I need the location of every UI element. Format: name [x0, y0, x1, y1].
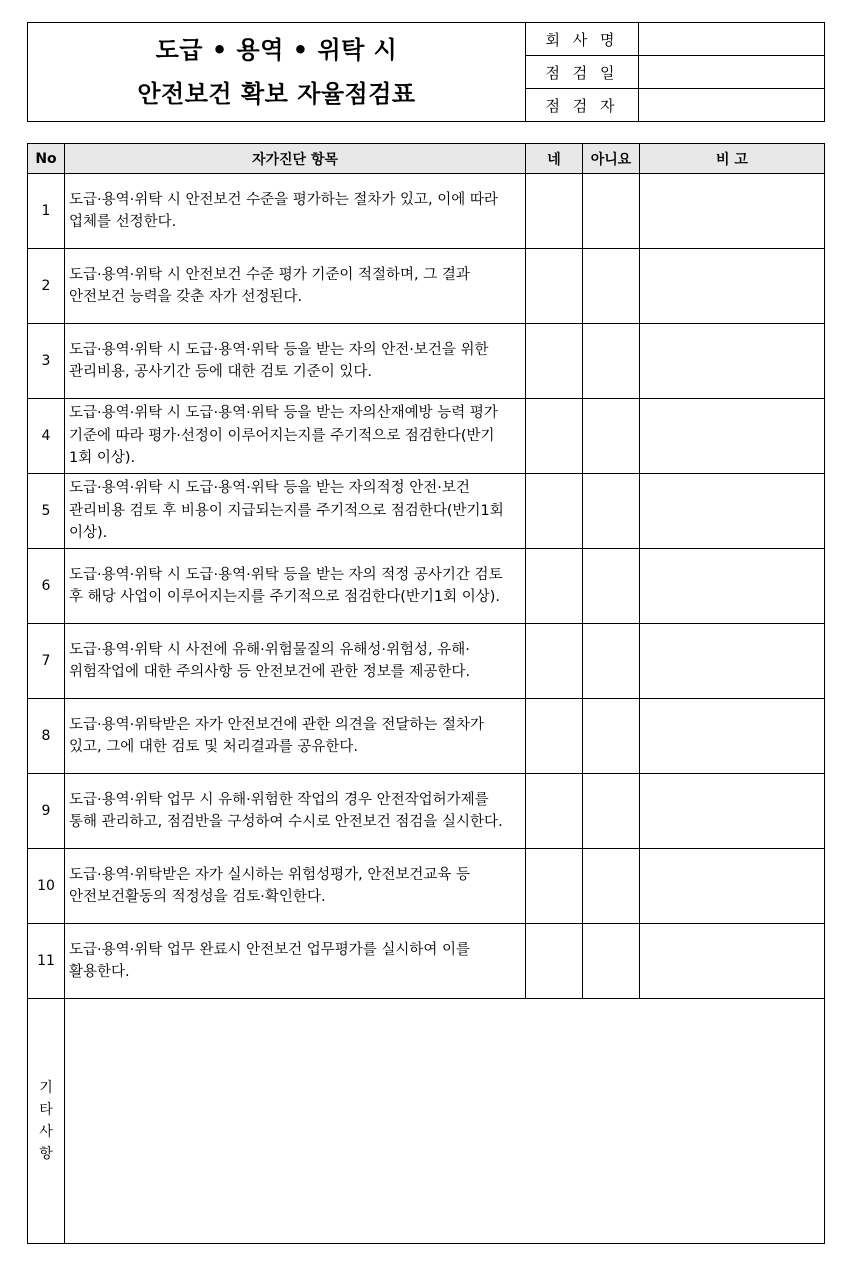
yes-check-cell[interactable] — [526, 324, 583, 399]
row-number: 4 — [28, 399, 65, 474]
table-row — [28, 924, 825, 999]
no-check-cell[interactable] — [583, 774, 640, 849]
title-line-2: 안전보건 확보 자율점검표 — [137, 80, 416, 108]
table-row — [28, 849, 825, 924]
yes-check-cell[interactable] — [526, 474, 583, 549]
col-header-yes: 네 — [526, 144, 583, 174]
no-check-cell[interactable] — [583, 699, 640, 774]
table-row — [28, 699, 825, 774]
row-item-text: 도급·용역·위탁 업무 완료시 안전보건 업무평가를 실시하여 이를 활용한다. — [65, 924, 526, 999]
other-notes-label-char: 항 — [39, 1146, 53, 1162]
row-item-text: 도급·용역·위탁 시 도급·용역·위탁 등을 받는 자의 적정 공사기간 검토 후 해당 사업이 이루어지는지를 주기적으로 점검한다(반기1회 이상). — [65, 549, 526, 624]
row-item-text: 도급·용역·위탁 시 사전에 유해·위험물질의 유해성·위험성, 유해·위험작업에 대한 주의사항 등 안전보건에 관한 정보를 제공한다. — [65, 624, 526, 699]
table-row — [28, 324, 825, 399]
other-notes-label-char: 기 — [39, 1080, 53, 1096]
inspection-date-field[interactable] — [639, 56, 825, 89]
inspection-date-label: 점 검 일 — [526, 56, 639, 89]
table-row — [28, 174, 825, 249]
company-name-label: 회 사 명 — [526, 23, 639, 56]
checklist-table — [27, 143, 825, 1244]
other-notes-label-char: 타 — [39, 1102, 53, 1118]
remarks-cell[interactable] — [640, 549, 825, 624]
col-header-no: No — [28, 144, 65, 174]
table-row — [28, 399, 825, 474]
title-line-1: 도급 • 용역 • 위탁 시 — [155, 36, 398, 64]
no-check-cell[interactable] — [583, 924, 640, 999]
row-number: 7 — [28, 624, 65, 699]
row-number: 8 — [28, 699, 65, 774]
table-row — [28, 774, 825, 849]
row-item-text: 도급·용역·위탁 시 안전보건 수준 평가 기준이 적절하며, 그 결과 안전보건 능력을 갖춘 자가 선정된다. — [65, 249, 526, 324]
no-check-cell[interactable] — [583, 324, 640, 399]
table-row — [28, 624, 825, 699]
remarks-cell[interactable] — [640, 624, 825, 699]
no-check-cell[interactable] — [583, 249, 640, 324]
remarks-cell[interactable] — [640, 774, 825, 849]
no-check-cell[interactable] — [583, 399, 640, 474]
row-item-text: 도급·용역·위탁 시 도급·용역·위탁 등을 받는 자의 안전·보건을 위한 관리비용, 공사기간 등에 대한 검토 기준이 있다. — [65, 324, 526, 399]
no-check-cell[interactable] — [583, 624, 640, 699]
yes-check-cell[interactable] — [526, 624, 583, 699]
table-row — [28, 474, 825, 549]
other-notes-field[interactable] — [65, 999, 825, 1244]
row-item-text: 도급·용역·위탁받은 자가 안전보건에 관한 의견을 전달하는 절차가 있고, 그에 대한 검토 및 처리결과를 공유한다. — [65, 699, 526, 774]
row-number: 2 — [28, 249, 65, 324]
yes-check-cell[interactable] — [526, 549, 583, 624]
col-header-no-answer: 아니요 — [583, 144, 640, 174]
remarks-cell[interactable] — [640, 174, 825, 249]
no-check-cell[interactable] — [583, 849, 640, 924]
row-item-text: 도급·용역·위탁 시 안전보건 수준을 평가하는 절차가 있고, 이에 따라 업체를 선정한다. — [65, 174, 526, 249]
company-name-field[interactable] — [639, 23, 825, 56]
remarks-cell[interactable] — [640, 924, 825, 999]
yes-check-cell[interactable] — [526, 174, 583, 249]
no-check-cell[interactable] — [583, 549, 640, 624]
other-notes-label-char: 사 — [39, 1124, 53, 1140]
row-number: 3 — [28, 324, 65, 399]
row-item-text: 도급·용역·위탁 시 도급·용역·위탁 등을 받는 자의적정 안전·보건 관리비용 검토 후 비용이 지급되는지를 주기적으로 점검한다(반기1회 이상). — [65, 474, 526, 549]
row-number: 5 — [28, 474, 65, 549]
yes-check-cell[interactable] — [526, 849, 583, 924]
inspector-label: 점 검 자 — [526, 89, 639, 122]
table-header-row — [28, 144, 825, 174]
yes-check-cell[interactable] — [526, 399, 583, 474]
row-item-text: 도급·용역·위탁 업무 시 유해·위험한 작업의 경우 안전작업허가제를 통해 관리하고, 점검반을 구성하여 수시로 안전보건 점검을 실시한다. — [65, 774, 526, 849]
yes-check-cell[interactable] — [526, 249, 583, 324]
remarks-cell[interactable] — [640, 474, 825, 549]
remarks-cell[interactable] — [640, 849, 825, 924]
no-check-cell[interactable] — [583, 174, 640, 249]
document-title — [28, 23, 526, 122]
row-item-text: 도급·용역·위탁받은 자가 실시하는 위험성평가, 안전보건교육 등 안전보건활동의 적정성을 검토·확인한다. — [65, 849, 526, 924]
row-number: 9 — [28, 774, 65, 849]
remarks-cell[interactable] — [640, 324, 825, 399]
other-notes-label — [28, 999, 65, 1244]
header-table — [27, 22, 825, 122]
col-header-remarks: 비 고 — [640, 144, 825, 174]
row-number: 10 — [28, 849, 65, 924]
table-row — [28, 249, 825, 324]
inspector-field[interactable] — [639, 89, 825, 122]
row-number: 11 — [28, 924, 65, 999]
row-item-text: 도급·용역·위탁 시 도급·용역·위탁 등을 받는 자의산재예방 능력 평가 기준에 따라 평가·선정이 이루어지는지를 주기적으로 점검한다(반기 1회 이상). — [65, 399, 526, 474]
remarks-cell[interactable] — [640, 399, 825, 474]
row-number: 1 — [28, 174, 65, 249]
yes-check-cell[interactable] — [526, 774, 583, 849]
row-number: 6 — [28, 549, 65, 624]
remarks-cell[interactable] — [640, 249, 825, 324]
no-check-cell[interactable] — [583, 474, 640, 549]
remarks-cell[interactable] — [640, 699, 825, 774]
yes-check-cell[interactable] — [526, 699, 583, 774]
col-header-item: 자가진단 항목 — [65, 144, 526, 174]
other-notes-row — [28, 999, 825, 1244]
table-row — [28, 549, 825, 624]
yes-check-cell[interactable] — [526, 924, 583, 999]
